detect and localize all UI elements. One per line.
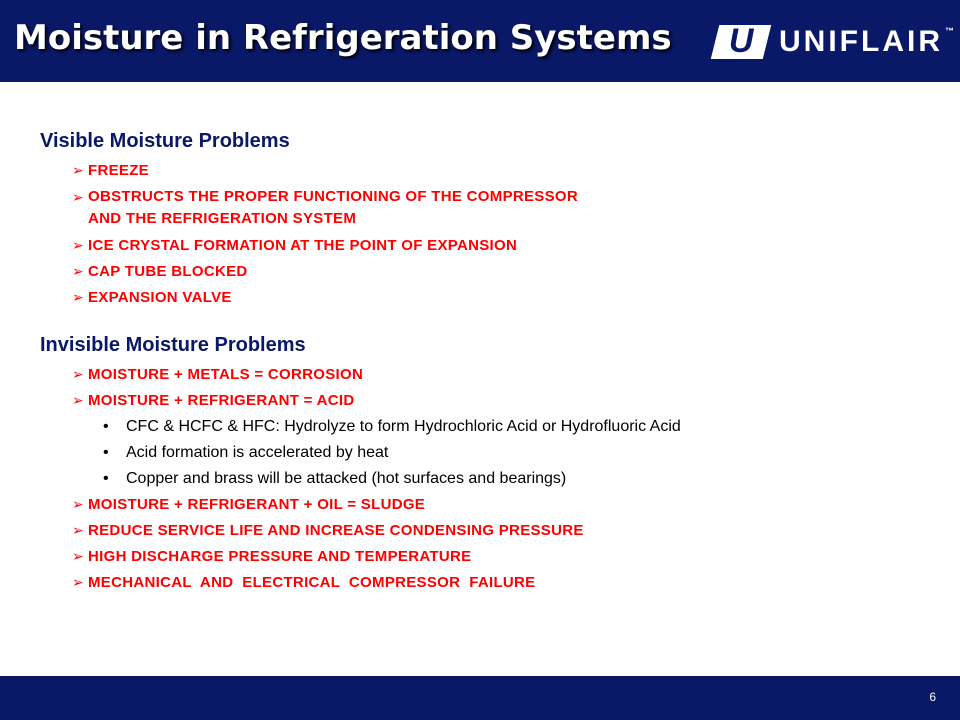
- list-item-text: EXPANSION VALVE: [88, 289, 232, 306]
- list-item: [40, 364, 930, 385]
- slide-content: [40, 128, 930, 598]
- page-number: 6: [929, 690, 936, 704]
- arrow-bullet-icon: ➢: [72, 237, 85, 253]
- sub-list-item: [40, 442, 930, 463]
- list-item-text: MOISTURE + REFRIGERANT + OIL = SLUDGE: [88, 496, 426, 513]
- list-item: [40, 261, 930, 282]
- list-item-text: MOISTURE + REFRIGERANT = ACID: [88, 392, 355, 409]
- list-item-text: HIGH DISCHARGE PRESSURE AND TEMPERATURE: [88, 548, 472, 565]
- logo-trademark: ™: [944, 26, 954, 36]
- section-heading: Visible Moisture Problems: [40, 130, 290, 152]
- dot-bullet-icon: •: [103, 470, 109, 487]
- logo-text: UNIFLAIR: [779, 25, 943, 58]
- list-item: [40, 235, 930, 256]
- arrow-bullet-icon: ➢: [72, 263, 85, 279]
- section-heading: Invisible Moisture Problems: [40, 334, 306, 356]
- dot-bullet-icon: •: [103, 418, 109, 435]
- footer-bar: [0, 676, 960, 720]
- logo-mark-icon: [711, 22, 771, 60]
- visible-problems-list: [40, 160, 930, 308]
- arrow-bullet-icon: ➢: [72, 548, 85, 564]
- arrow-bullet-icon: ➢: [72, 189, 85, 205]
- arrow-bullet-icon: ➢: [72, 574, 85, 590]
- list-item-text: MOISTURE + METALS = CORROSION: [88, 366, 364, 383]
- list-item-text: REDUCE SERVICE LIFE AND INCREASE CONDENSING PRESSURE: [88, 522, 584, 539]
- sub-list-item: [40, 416, 930, 437]
- arrow-bullet-icon: ➢: [72, 496, 85, 512]
- arrow-bullet-icon: ➢: [72, 392, 85, 408]
- arrow-bullet-icon: ➢: [72, 366, 85, 382]
- arrow-bullet-icon: ➢: [72, 289, 85, 305]
- list-item: [40, 546, 930, 567]
- sub-list-item: [40, 468, 930, 489]
- sub-list-item-text: Copper and brass will be attacked (hot surfaces and bearings): [126, 470, 567, 487]
- list-item: [40, 520, 930, 541]
- list-item: [40, 572, 930, 593]
- invisible-problems-list: [40, 364, 930, 593]
- page-title: Moisture in Refrigeration Systems: [14, 18, 672, 58]
- arrow-bullet-icon: ➢: [72, 522, 85, 538]
- list-item: [40, 390, 930, 411]
- sub-list-item-text: CFC & HCFC & HFC: Hydrolyze to form Hydrochloric Acid or Hydrofluoric Acid: [126, 418, 681, 435]
- list-item: [40, 186, 930, 230]
- section-visible-moisture: [40, 128, 930, 308]
- section-invisible-moisture: [40, 332, 930, 593]
- list-item-text: ICE CRYSTAL FORMATION AT THE POINT OF EXPANSION: [88, 237, 518, 254]
- dot-bullet-icon: •: [103, 444, 109, 461]
- list-item: [40, 160, 930, 181]
- list-item-text: OBSTRUCTS THE PROPER FUNCTIONING OF THE COMPRESSOR: [88, 188, 579, 205]
- list-item-text: CAP TUBE BLOCKED: [88, 263, 248, 280]
- arrow-bullet-icon: ➢: [72, 162, 85, 178]
- logo-mark-letter: U: [728, 22, 754, 60]
- list-item-text: MECHANICAL AND ELECTRICAL COMPRESSOR FAILURE: [88, 574, 536, 591]
- list-item: [40, 287, 930, 308]
- uniflair-logo: [715, 24, 954, 60]
- header-bar: [0, 0, 960, 82]
- list-item-text-continued: AND THE REFRIGERATION SYSTEM: [88, 210, 357, 227]
- sub-list-item-text: Acid formation is accelerated by heat: [126, 444, 389, 461]
- list-item-text: FREEZE: [88, 162, 149, 179]
- list-item: [40, 494, 930, 515]
